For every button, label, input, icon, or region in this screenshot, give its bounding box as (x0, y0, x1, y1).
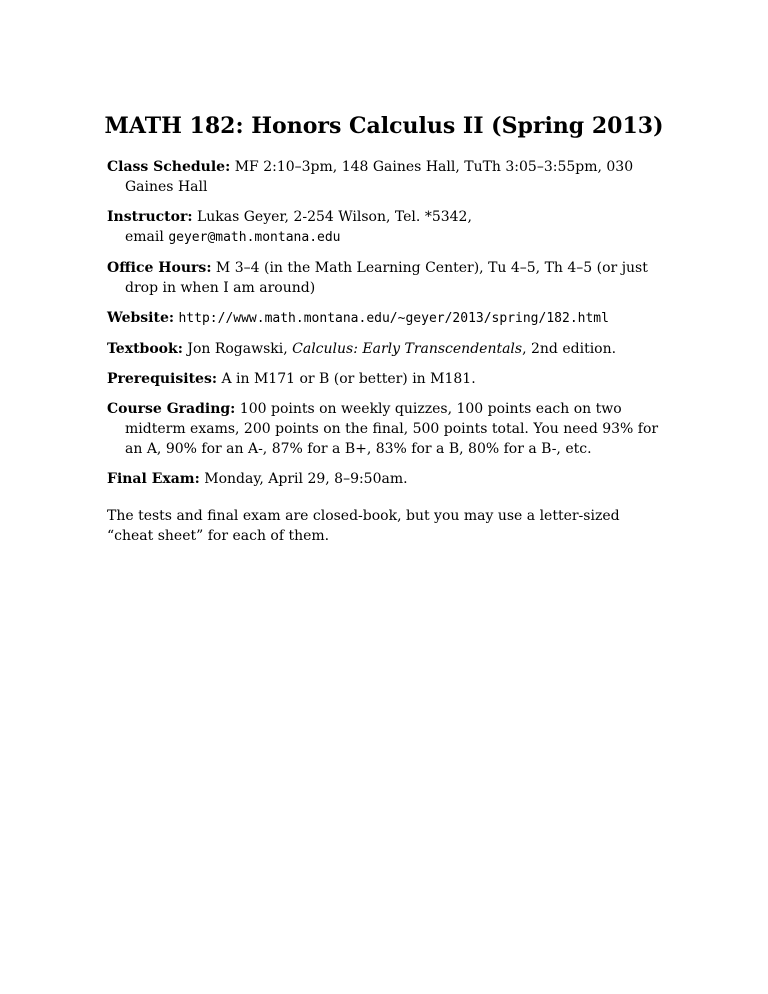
textbook-author: Jon Rogawski, (182, 341, 293, 357)
final-exam-label: Final Exam: (107, 471, 200, 487)
textbook-label: Textbook: (107, 341, 183, 357)
website-label: Website: (107, 310, 175, 326)
course-grading-text: 100 points on weekly quizzes, 100 points each on two midterm exams, 200 points on the final, 500 points total. You need 93% for an A, 90% for an A-, 87% for a B+, 83% for a B, 80% for a B-, etc. (125, 401, 659, 457)
textbook-edition: , 2nd edition. (522, 341, 617, 357)
prerequisites-label: Prerequisites: (107, 371, 218, 387)
instructor-email: geyer@math.montana.edu (168, 230, 341, 245)
office-hours-label: Office Hours: (107, 260, 212, 276)
class-schedule-text: MF 2:10–3pm, 148 Gaines Hall, TuTh 3:05–3:55pm, 030 Gaines Hall (125, 159, 634, 195)
instructor-text: Lukas Geyer, 2-254 Wilson, Tel. *5342, (192, 209, 472, 225)
class-schedule-label: Class Schedule: (107, 159, 231, 175)
exam-policy-note: The tests and final exam are closed-book, but you may use a letter-sized “cheat sheet” for each of them. (107, 508, 620, 544)
textbook-entry (107, 339, 665, 359)
instructor-entry (107, 207, 665, 248)
final-exam-text: Monday, April 29, 8–9:50am. (199, 471, 408, 487)
class-schedule-entry (107, 157, 665, 197)
course-grading-label: Course Grading: (107, 401, 236, 417)
prerequisites-entry (107, 369, 665, 389)
prerequisites-text: A in M171 or B (or better) in M181. (217, 371, 476, 387)
website-url: http://www.math.montana.edu/~geyer/2013/spring/182.html (178, 311, 609, 326)
course-grading-entry (107, 399, 665, 459)
office-hours-text: M 3–4 (in the Math Learning Center), Tu 4–5, Th 4–5 (or just drop in when I am around) (125, 260, 648, 296)
instructor-label: Instructor: (107, 209, 193, 225)
textbook-title: Calculus: Early Transcendentals (292, 341, 523, 357)
syllabus-body (107, 157, 665, 546)
page-title: MATH 182: Honors Calculus II (Spring 2013) (104, 113, 664, 139)
website-entry (107, 308, 665, 329)
email-prefix: email (125, 229, 169, 245)
final-exam-entry (107, 469, 665, 489)
office-hours-entry (107, 258, 665, 298)
